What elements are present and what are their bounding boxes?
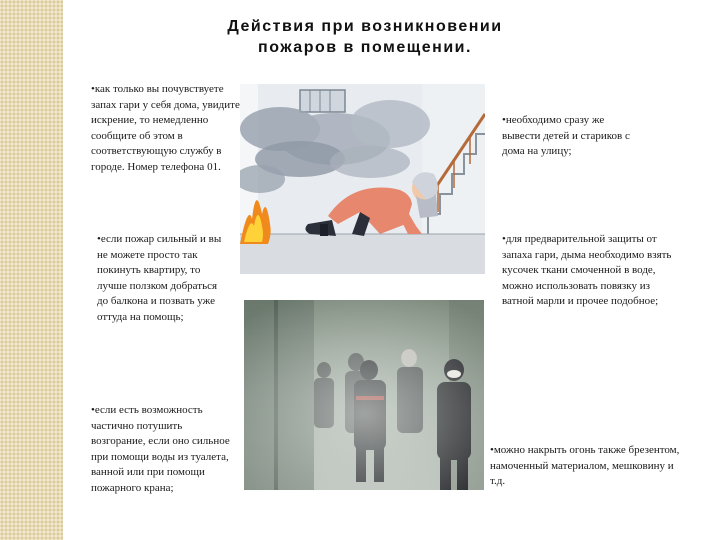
note-strong-fire: •если пожар сильный и вы не можете просто так покинуть квартиру, то лучше ползком добраться до балкона и позвать уже оттуда на помощь; bbox=[97, 233, 222, 323]
evacuation-smoke-photo bbox=[244, 300, 484, 490]
title-line-2: пожаров в помещении. bbox=[258, 39, 472, 56]
decorative-side-stripe bbox=[0, 0, 63, 540]
note-cover-fire: •можно накрыть огонь также брезентом, намоченный материалом, мешковину и т.д. bbox=[490, 444, 680, 487]
note-smell-smoke: •как только вы почувствуете запах гари у себя дома, увидите искрение, то немедленно сообщите об этом в соответствующую службу в городе. Номер телефона 01. bbox=[91, 83, 240, 173]
note-evacuate: •необходимо сразу же вывести детей и стариков с дома на улицу; bbox=[502, 114, 630, 157]
page-title bbox=[180, 16, 550, 58]
title-line-1: Действия при возникновении bbox=[227, 18, 503, 35]
note-protection: •для предварительной защиты от запаха гари, дыма необходимо взять кусочек ткани смоченной в воде, можно использовать повязку из ватной марли и прочее подобное; bbox=[502, 233, 672, 307]
note-extinguish: •если есть возможность частично потушить возгорание, если оно сильное при помощи воды из туалета, ванной или при помощи пожарного крана; bbox=[91, 404, 230, 494]
crawling-person-illustration bbox=[240, 84, 485, 274]
